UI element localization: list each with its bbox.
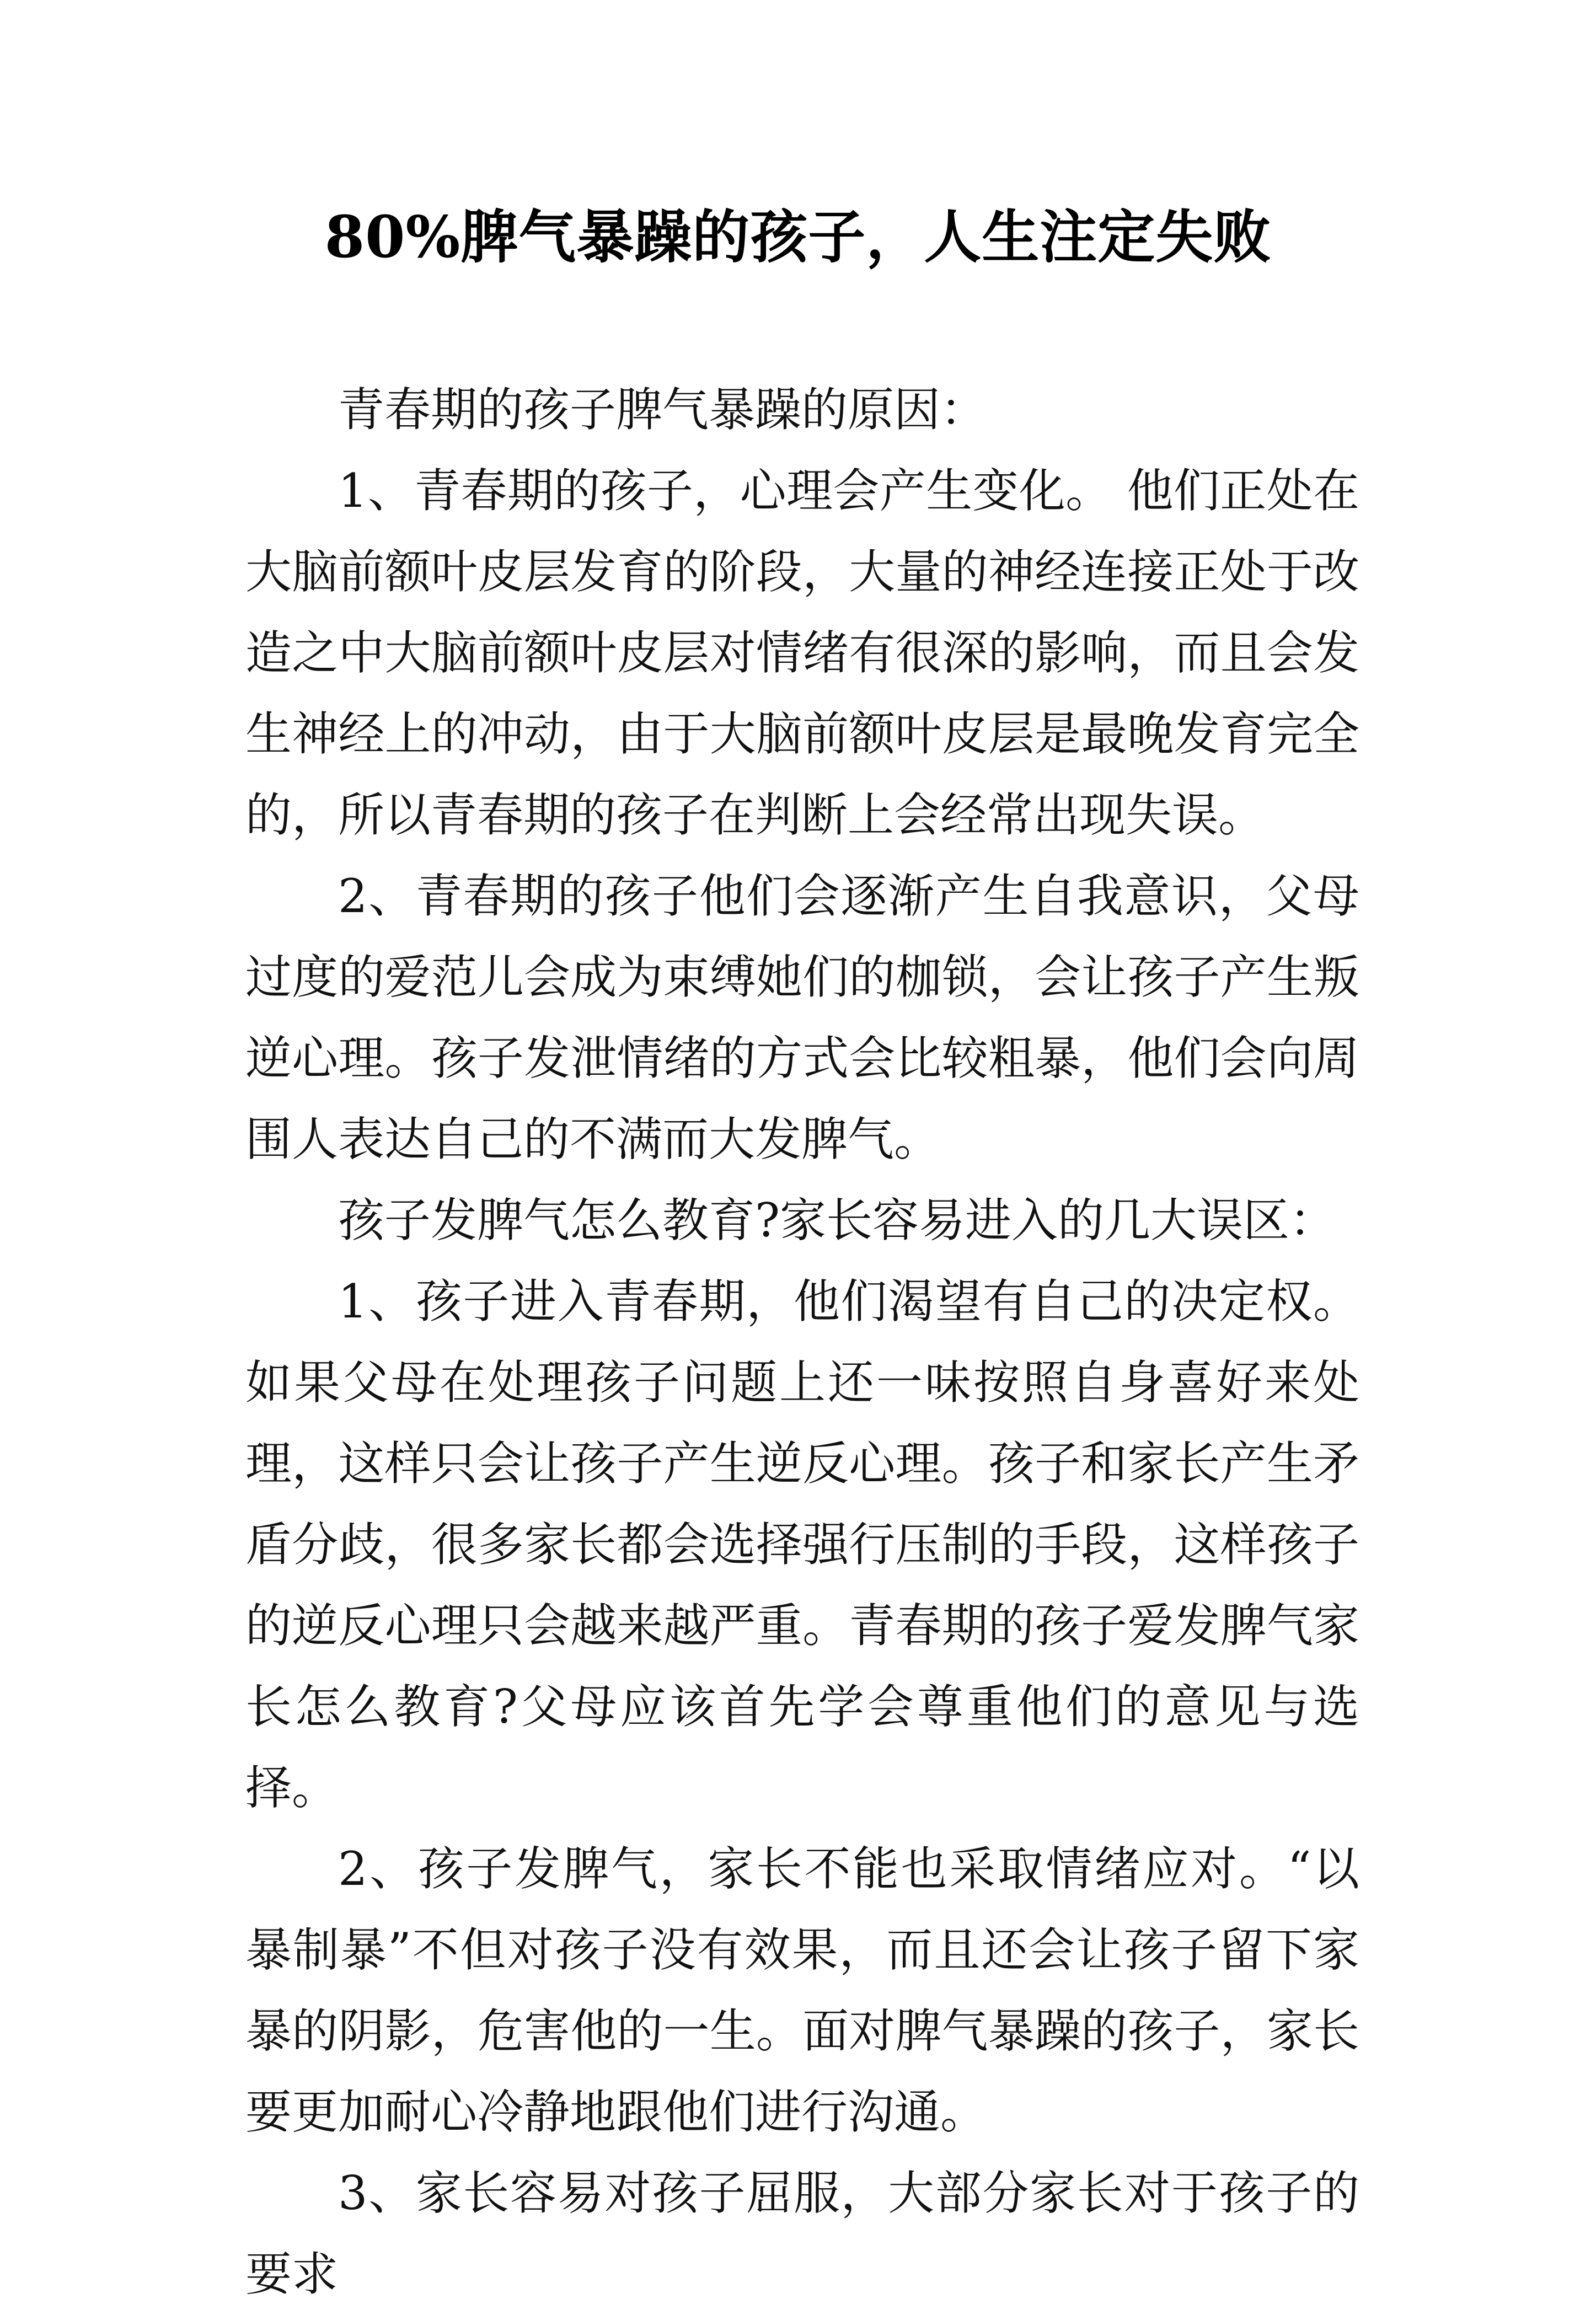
document-body (245, 369, 1359, 2315)
paragraph-mistake-3: 3、家长容易对孩子屈服，大部分家长对于孩子的要求 (245, 2166, 1359, 2301)
paragraph-cause-2: 2、青春期的孩子他们会逐渐产生自我意识，父母过度的爱范儿会成为束缚她们的枷锁，会让孩子产生叛逆心理。孩子发泄情绪的方式会比较粗暴，他们会向周围人表达自己的不满而大发脾气。 (245, 869, 1359, 1166)
document-title: 80%脾气暴躁的孩子，人生注定失败 (324, 203, 1272, 271)
paragraph-mistake-1: 1、孩子进入青春期，他们渴望有自己的决定权。如果父母在处理孩子问题上还一味按照自身喜好来处理，这样只会让孩子产生逆反心理。孩子和家长产生矛盾分歧，很多家长都会选择强行压制的手段，这样孩子的逆反心理只会越来越严重。青春期的孩子爱发脾气家长怎么教育?父母应该首先学会尊重他们的意见与选择。 (245, 1274, 1359, 1815)
paragraph-cause-1: 1、青春期的孩子，心理会产生变化。 他们正处在大脑前额叶皮层发育的阶段，大量的神经连接正处于改造之中大脑前额叶皮层对情绪有很深的影响，而且会发生神经上的冲动，由于大脑前额叶皮层是最晚发育完全的，所以青春期的孩子在判断上会经常出现失误。 (245, 464, 1359, 842)
paragraph-heading-causes: 青春期的孩子脾气暴躁的原因： (338, 383, 987, 437)
paragraph-heading-mistakes: 孩子发脾气怎么教育?家长容易进入的几大误区： (338, 1193, 1336, 1247)
paragraph-mistake-2: 2、孩子发脾气，家长不能也采取情绪应对。“以暴制暴”不但对孩子没有效果，而且还会让孩子留下家暴的阴影，危害他的一生。面对脾气暴躁的孩子，家长要更加耐心冷静地跟他们进行沟通。 (245, 1842, 1359, 2139)
